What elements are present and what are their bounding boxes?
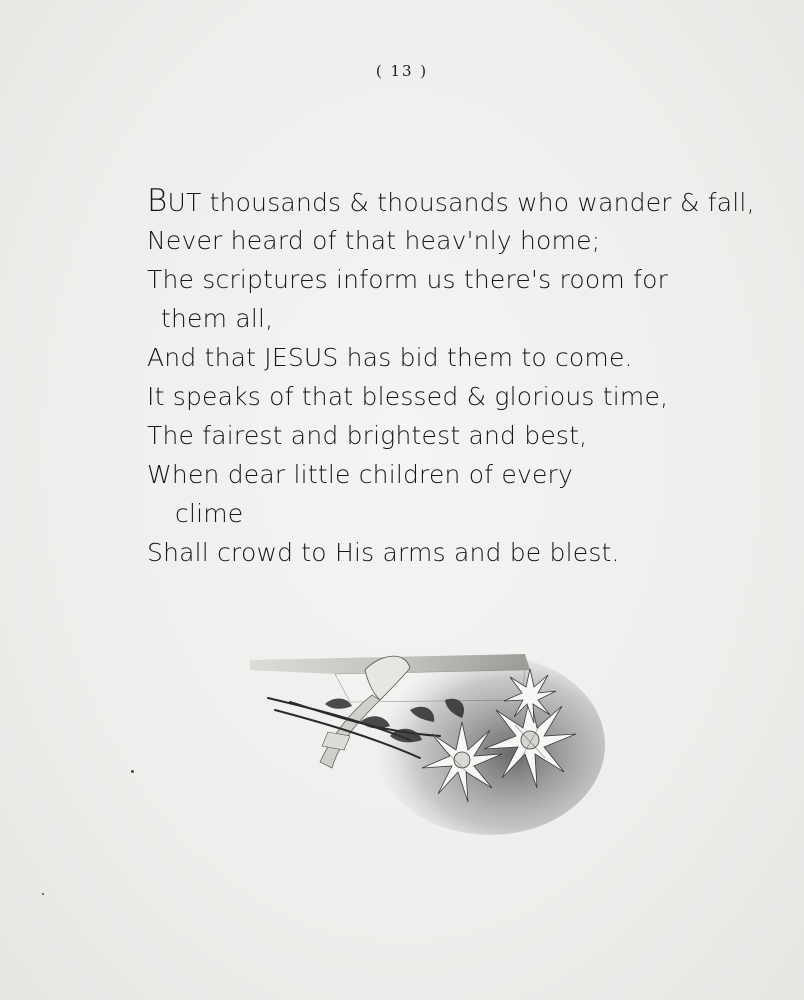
poem-line-2: Never heard of that heav'nly home; [147, 226, 601, 255]
poem-line-3: The scriptures inform us there's room for [147, 265, 669, 294]
chrysanthemum-bouquet-illustration [240, 640, 610, 840]
poem-line-1-rest: UT thousands & thousands who wander & fall, [167, 188, 755, 217]
poem-line-7: The fairest and brightest and best, [147, 421, 588, 450]
poem-text [147, 182, 767, 572]
paper-speck [42, 893, 44, 895]
page-number: ( 13 ) [375, 62, 429, 80]
poem-line-8: When dear little children of every [147, 460, 574, 489]
poem-line-9: clime [175, 499, 244, 528]
poem-line-4: them all, [161, 304, 274, 333]
drop-cap: B [147, 183, 168, 219]
poem-line-6: It speaks of that blessed & glorious time, [147, 382, 669, 411]
poem-line-10: Shall crowd to His arms and be blest. [147, 538, 620, 567]
paper-speck [131, 770, 134, 773]
poem-line-1 [147, 182, 767, 221]
poem-line-5: And that JESUS has bid them to come. [147, 343, 633, 372]
